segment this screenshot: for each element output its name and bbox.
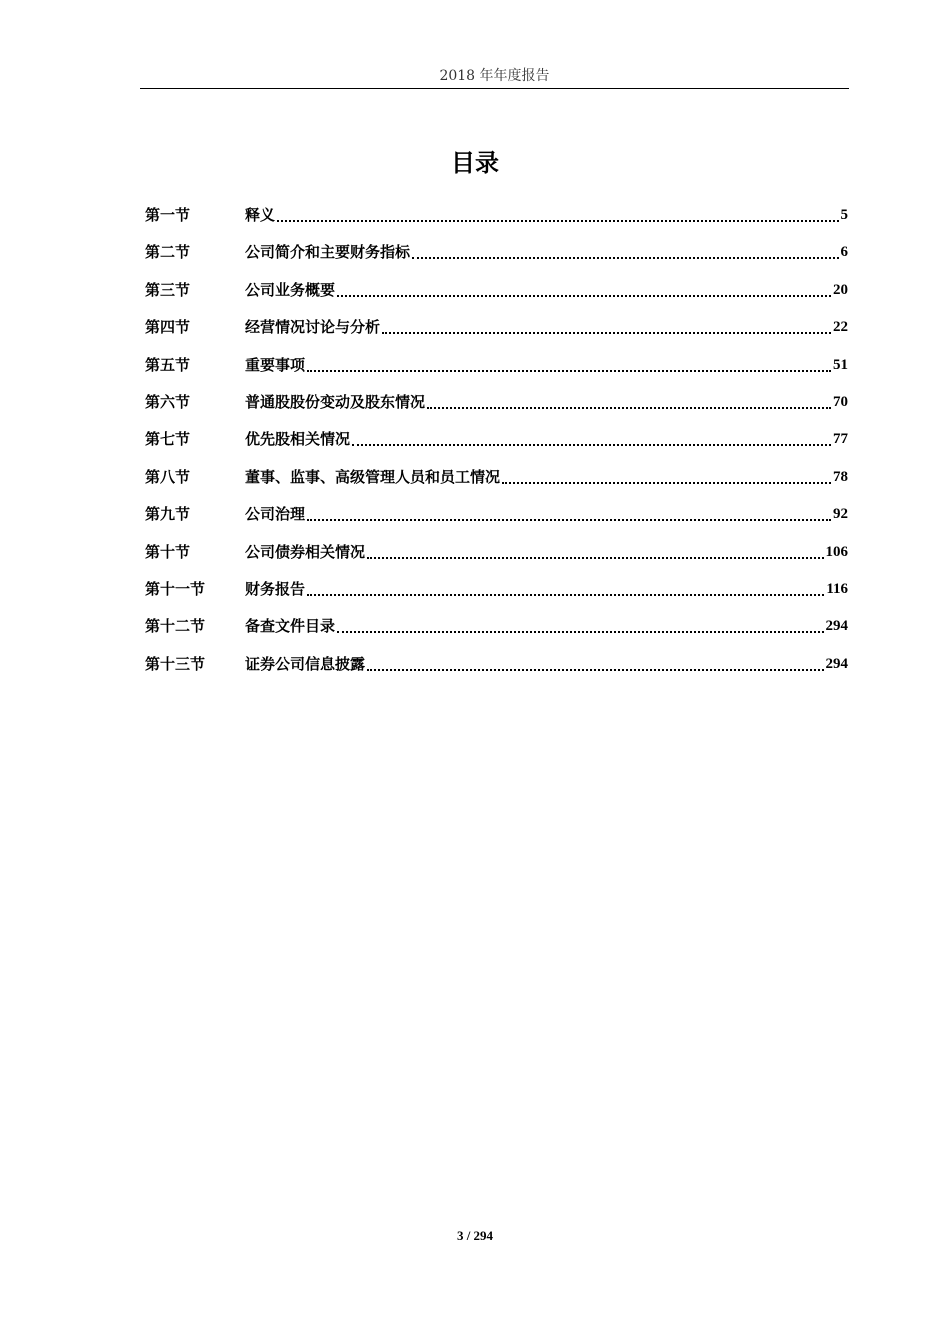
- toc-entry-title: 重要事项: [245, 355, 306, 374]
- toc-entry-title: 公司简介和主要财务指标: [245, 243, 411, 262]
- toc-section-label: 第六节: [145, 392, 191, 411]
- toc-entry-title: 释义: [245, 206, 276, 224]
- toc-section-label: 第十一节: [145, 579, 206, 598]
- toc-page-number: 51: [833, 356, 848, 373]
- toc-entry-title: 公司债券相关情况: [245, 542, 366, 561]
- toc-page-number: 294: [825, 618, 848, 635]
- toc-entry-title: 普通股股份变动及股东情况: [245, 392, 426, 411]
- toc-leader-dots: [367, 652, 823, 671]
- toc-page-number: 294: [825, 655, 848, 672]
- toc-leader-dots: [412, 240, 838, 259]
- toc-entry-title: 证券公司信息披露: [245, 654, 366, 673]
- toc-section-label: 第九节: [145, 505, 191, 524]
- toc-entry-title: 经营情况讨论与分析: [245, 318, 381, 337]
- toc-entry-title: 公司治理: [245, 505, 306, 524]
- toc-page-number: 22: [833, 319, 848, 336]
- toc-section-label: 第十二节: [145, 617, 206, 636]
- toc-leader-dots: [382, 315, 831, 334]
- toc-entry-9[interactable]: [145, 502, 848, 539]
- toc-entry-2[interactable]: [145, 240, 848, 277]
- toc-leader-dots: [367, 540, 823, 559]
- page-header: [140, 66, 849, 89]
- toc-entry-12[interactable]: [145, 614, 848, 651]
- toc-page-number: 92: [833, 506, 848, 523]
- table-of-contents: [145, 203, 848, 689]
- toc-leader-dots: [427, 390, 831, 409]
- toc-entry-3[interactable]: [145, 278, 848, 315]
- toc-section-label: 第三节: [145, 280, 191, 299]
- toc-entry-7[interactable]: [145, 427, 848, 464]
- toc-entry-11[interactable]: [145, 577, 848, 614]
- toc-entry-title: 财务报告: [245, 579, 306, 598]
- toc-entry-1[interactable]: [145, 203, 848, 240]
- toc-leader-dots: [307, 353, 831, 372]
- toc-leader-dots: [337, 278, 831, 297]
- toc-page-number: 20: [833, 281, 848, 298]
- toc-page-number: 78: [833, 468, 848, 485]
- toc-entry-4[interactable]: [145, 315, 848, 352]
- page-footer: [0, 1228, 950, 1244]
- toc-section-label: 第二节: [145, 243, 191, 262]
- toc-section-label: 第五节: [145, 355, 191, 374]
- toc-section-label: 第七节: [145, 430, 191, 449]
- toc-section-label: 第八节: [145, 467, 191, 486]
- toc-leader-dots: [307, 502, 831, 521]
- toc-page-number: 5: [840, 207, 848, 223]
- toc-section-label: 第十三节: [145, 654, 206, 673]
- toc-entry-10[interactable]: [145, 540, 848, 577]
- toc-entry-title: 董事、监事、高级管理人员和员工情况: [245, 467, 501, 486]
- toc-page-number: 70: [833, 393, 848, 410]
- toc-leader-dots: [502, 465, 831, 484]
- page-indicator: 3 / 294: [456, 1228, 494, 1243]
- toc-section-label: 第十节: [145, 542, 191, 561]
- toc-section-label: 第一节: [145, 206, 191, 224]
- toc-leader-dots: [352, 427, 831, 446]
- toc-page-number: 116: [826, 580, 848, 597]
- toc-entry-6[interactable]: [145, 390, 848, 427]
- toc-page-number: 6: [840, 244, 848, 261]
- toc-entry-8[interactable]: [145, 465, 848, 502]
- toc-entry-title: 公司业务概要: [245, 280, 336, 299]
- toc-entry-13[interactable]: [145, 652, 848, 689]
- toc-entry-5[interactable]: [145, 353, 848, 390]
- toc-title: 目录: [451, 148, 499, 177]
- toc-leader-dots: [277, 203, 838, 222]
- toc-entry-title: 优先股相关情况: [245, 430, 351, 449]
- report-title: 2018 年年度报告: [439, 68, 550, 84]
- toc-page-number: 77: [833, 431, 848, 448]
- toc-leader-dots: [337, 614, 823, 633]
- toc-section-label: 第四节: [145, 318, 191, 337]
- toc-entry-title: 备查文件目录: [245, 617, 336, 636]
- toc-leader-dots: [307, 577, 824, 596]
- toc-page-number: 106: [825, 543, 848, 560]
